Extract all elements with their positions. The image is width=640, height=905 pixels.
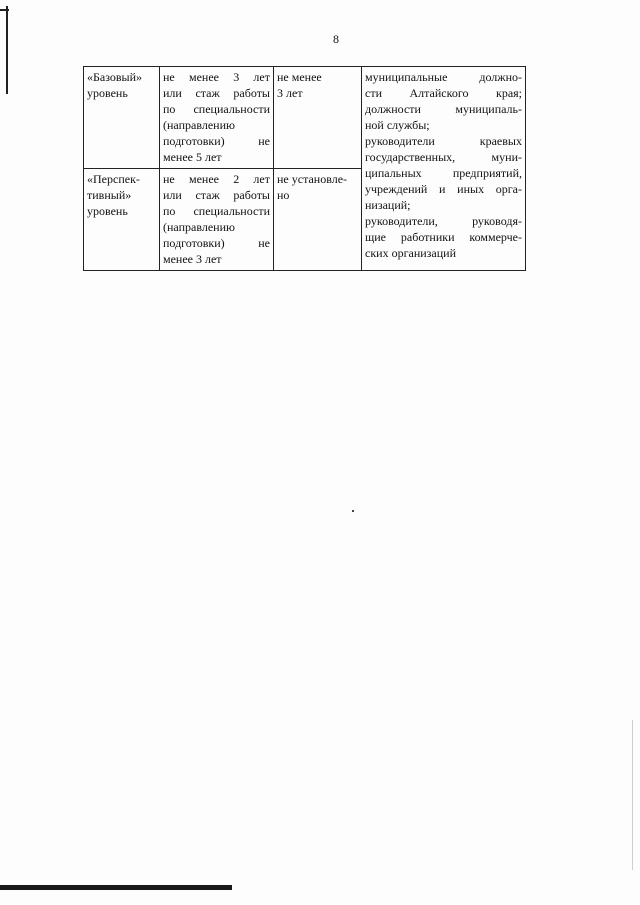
- cell-line: не менее 3 лет: [163, 70, 270, 84]
- scan-edge-line: [632, 720, 633, 870]
- cell-line: уровень: [87, 86, 128, 100]
- cell-line: муниципальные должно-: [365, 70, 522, 84]
- cell-line: но: [277, 188, 290, 202]
- cell-line: ципальных предприятий,: [365, 166, 522, 180]
- cell-line: не менее 2 лет: [163, 172, 270, 186]
- cell-line: или стаж работы: [163, 188, 270, 202]
- cell-line: не менее: [277, 70, 322, 84]
- cell-line: сти Алтайского края;: [365, 86, 522, 100]
- cell-line: руководители краевых: [365, 134, 522, 148]
- scan-speck: [352, 510, 354, 512]
- level-cell: [84, 169, 160, 271]
- education-experience-cell: [160, 169, 274, 271]
- cell-line: 3 лет: [277, 86, 303, 100]
- cell-line: (направлению: [163, 220, 235, 234]
- cell-line: по специальности: [163, 204, 270, 218]
- scan-mark-tick: [0, 9, 9, 11]
- cell-line: ских организаций: [365, 246, 457, 260]
- positions-cell: [362, 67, 526, 271]
- scan-bottom-bar: [0, 885, 232, 890]
- qualification-table: [83, 66, 526, 271]
- cell-line: тивный»: [87, 188, 132, 202]
- level-cell: [84, 67, 160, 169]
- cell-line: подготовки) не: [163, 236, 270, 250]
- cell-line: менее 3 лет: [163, 252, 222, 266]
- cell-line: подготовки) не: [163, 134, 270, 148]
- cell-line: руководители, руководя-: [365, 214, 522, 228]
- cell-line: не установле-: [277, 172, 348, 186]
- cell-line: «Базовый»: [87, 70, 143, 84]
- cell-line: должности муниципаль-: [365, 102, 522, 116]
- cell-line: ной службы;: [365, 118, 430, 132]
- cell-line: уровень: [87, 204, 128, 218]
- table-row: [84, 67, 526, 169]
- cell-line: низаций;: [365, 198, 411, 212]
- cell-line: (направлению: [163, 118, 235, 132]
- service-experience-cell: [274, 67, 362, 169]
- cell-line: по специальности: [163, 102, 270, 116]
- cell-line: учреждений и иных орга-: [365, 182, 522, 196]
- cell-line: или стаж работы: [163, 86, 270, 100]
- scan-mark: [6, 6, 8, 94]
- cell-line: государственных, муни-: [365, 150, 522, 164]
- education-experience-cell: [160, 67, 274, 169]
- cell-line: щие работники коммерче-: [365, 230, 522, 244]
- service-experience-cell: [274, 169, 362, 271]
- cell-line: менее 5 лет: [163, 150, 222, 164]
- cell-line: «Перспек-: [87, 172, 140, 186]
- page-number: 8: [333, 32, 339, 46]
